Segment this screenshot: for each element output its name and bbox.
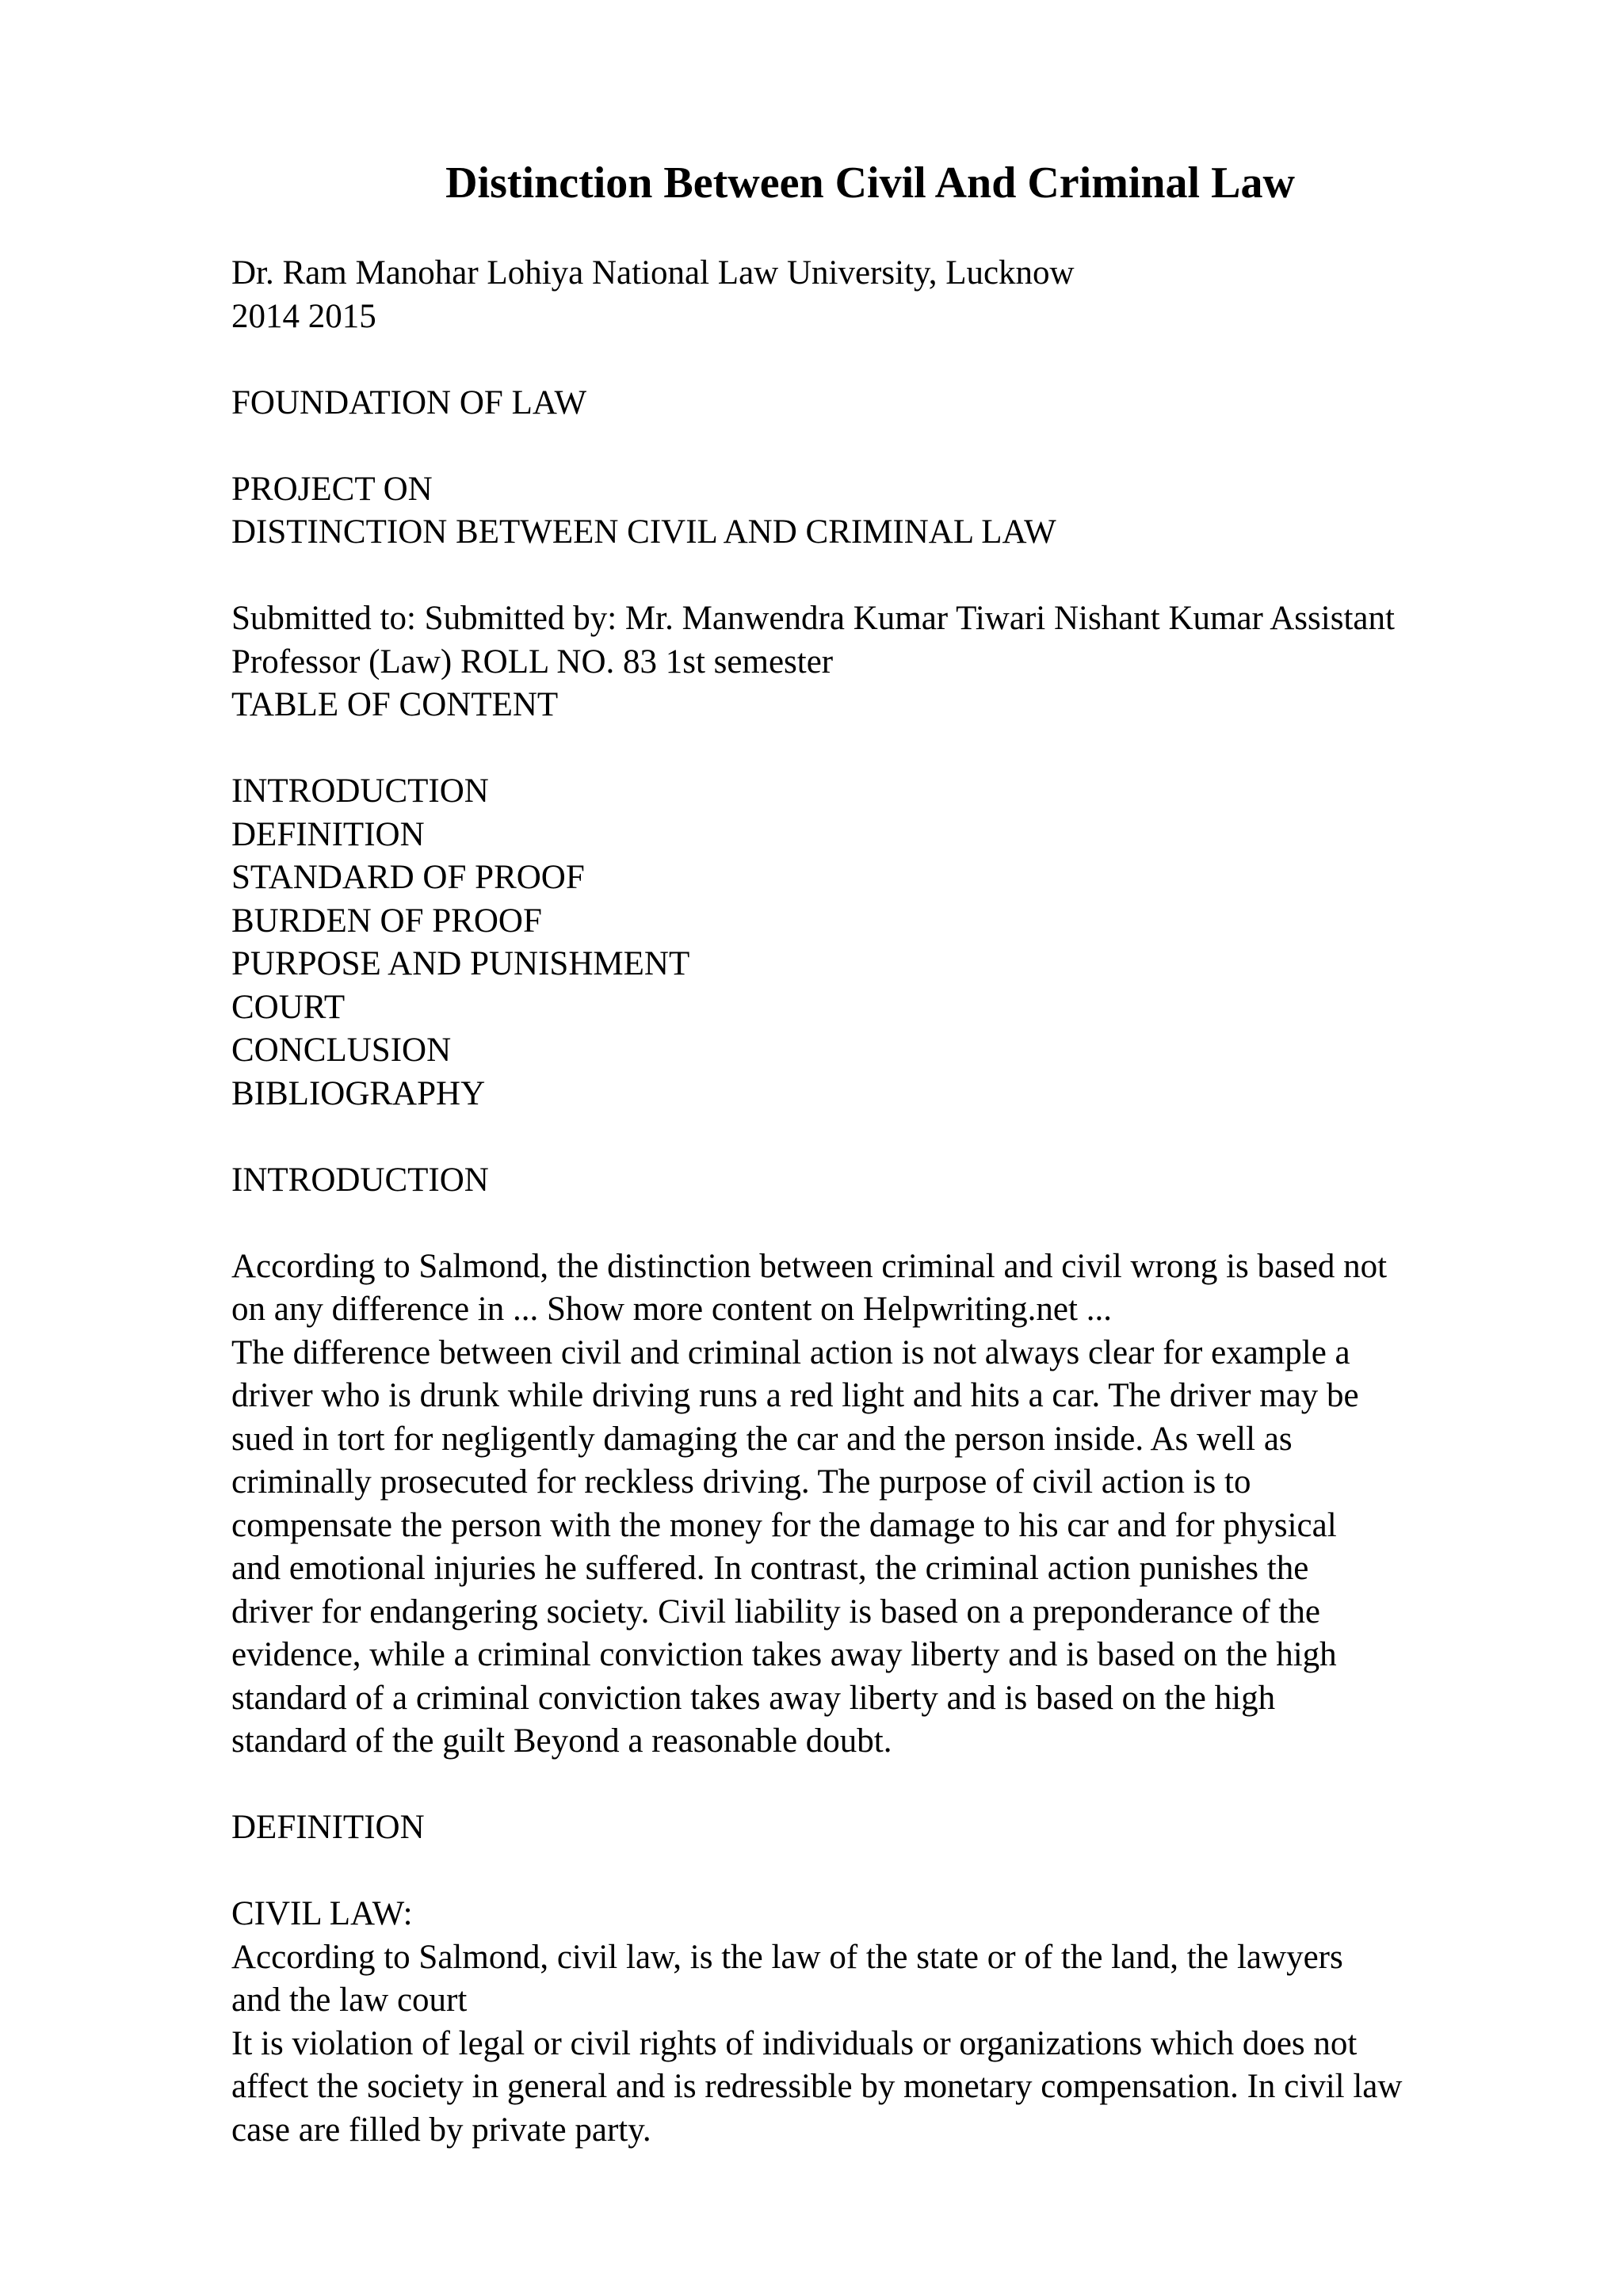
title-wrap [0,147,1623,231]
spacer [231,1202,1515,1245]
toc-item: DEFINITION [231,815,425,853]
toc-heading: TABLE OF CONTENT [231,686,559,723]
paragraph-line: It is violation of legal or civil rights of individuals or organizations which does not [231,2024,1358,2062]
submission-line: Professor (Law) ROLL NO. 83 1st semester [231,643,834,681]
toc-item: CONCLUSION [231,1032,452,1069]
spacer [231,1116,1515,1159]
spacer [231,1764,1515,1807]
paragraph-line: standard of a criminal conviction takes away liberty and is based on the high [231,1679,1276,1717]
header-line: 2014 2015 [231,297,376,335]
definition-heading: DEFINITION [231,1809,425,1846]
paragraph-line: criminally prosecuted for reckless driving. The purpose of civil action is to [231,1463,1251,1501]
header-line: Dr. Ram Manohar Lohiya National Law University, Lucknow [231,254,1075,292]
spacer [231,555,1515,598]
toc-item: PURPOSE AND PUNISHMENT [231,945,690,982]
paragraph-line: affect the society in general and is redressible by monetary compensation. In civil law [231,2068,1403,2105]
toc-item: BURDEN OF PROOF [231,902,542,940]
header-block [231,252,1515,338]
table-of-contents [231,770,1515,1116]
document-title: Distinction Between Civil And Criminal Law [445,158,1295,208]
toc-item: STANDARD OF PROOF [231,859,585,896]
introduction-paragraph [231,1245,1515,1764]
paragraph-line: compensate the person with the money for the damage to his car and for physical [231,1506,1337,1544]
paragraph-line: and the law court [231,1981,468,2019]
spacer [231,425,1515,468]
subject-heading: FOUNDATION OF LAW [231,383,587,421]
toc-item: COURT [231,988,346,1026]
paragraph-line: case are filled by private party. [231,2111,651,2149]
project-line: PROJECT ON [231,470,433,508]
spacer [231,727,1515,771]
toc-item: BIBLIOGRAPHY [231,1074,486,1112]
project-line: DISTINCTION BETWEEN CIVIL AND CRIMINAL LAW [231,513,1056,551]
paragraph-line: According to Salmond, the distinction between criminal and civil wrong is based not [231,1247,1388,1285]
civil-law-heading: CIVIL LAW: [231,1895,413,1932]
civil-law-paragraph [231,1893,1515,2152]
submission-line: Submitted to: Submitted by: Mr. Manwendra Kumar Tiwari Nishant Kumar Assistant [231,600,1395,637]
spacer [231,338,1515,382]
paragraph-line: driver who is drunk while driving runs a red light and hits a car. The driver may be [231,1377,1359,1414]
paragraph-line: standard of the guilt Beyond a reasonable doubt. [231,1722,892,1760]
document-body [231,252,1515,2152]
paragraph-line: and emotional injuries he suffered. In contrast, the criminal action punishes the [231,1550,1309,1587]
introduction-heading: INTRODUCTION [231,1161,489,1199]
paragraph-line: The difference between civil and criminal action is not always clear for example a [231,1333,1350,1371]
project-block [231,468,1515,555]
paragraph-line: evidence, while a criminal conviction takes away liberty and is based on the high [231,1636,1337,1673]
paragraph-line: sued in tort for negligently damaging the car and the person inside. As well as [231,1420,1293,1458]
paragraph-line: driver for endangering society. Civil liability is based on a preponderance of the [231,1592,1320,1630]
toc-item: INTRODUCTION [231,772,489,810]
submission-block [231,597,1515,727]
paragraph-line: According to Salmond, civil law, is the law of the state or of the land, the lawyers [231,1938,1343,1976]
paragraph-line: on any difference in ... Show more content on Helpwriting.net ... [231,1291,1112,1328]
spacer [231,1850,1515,1894]
